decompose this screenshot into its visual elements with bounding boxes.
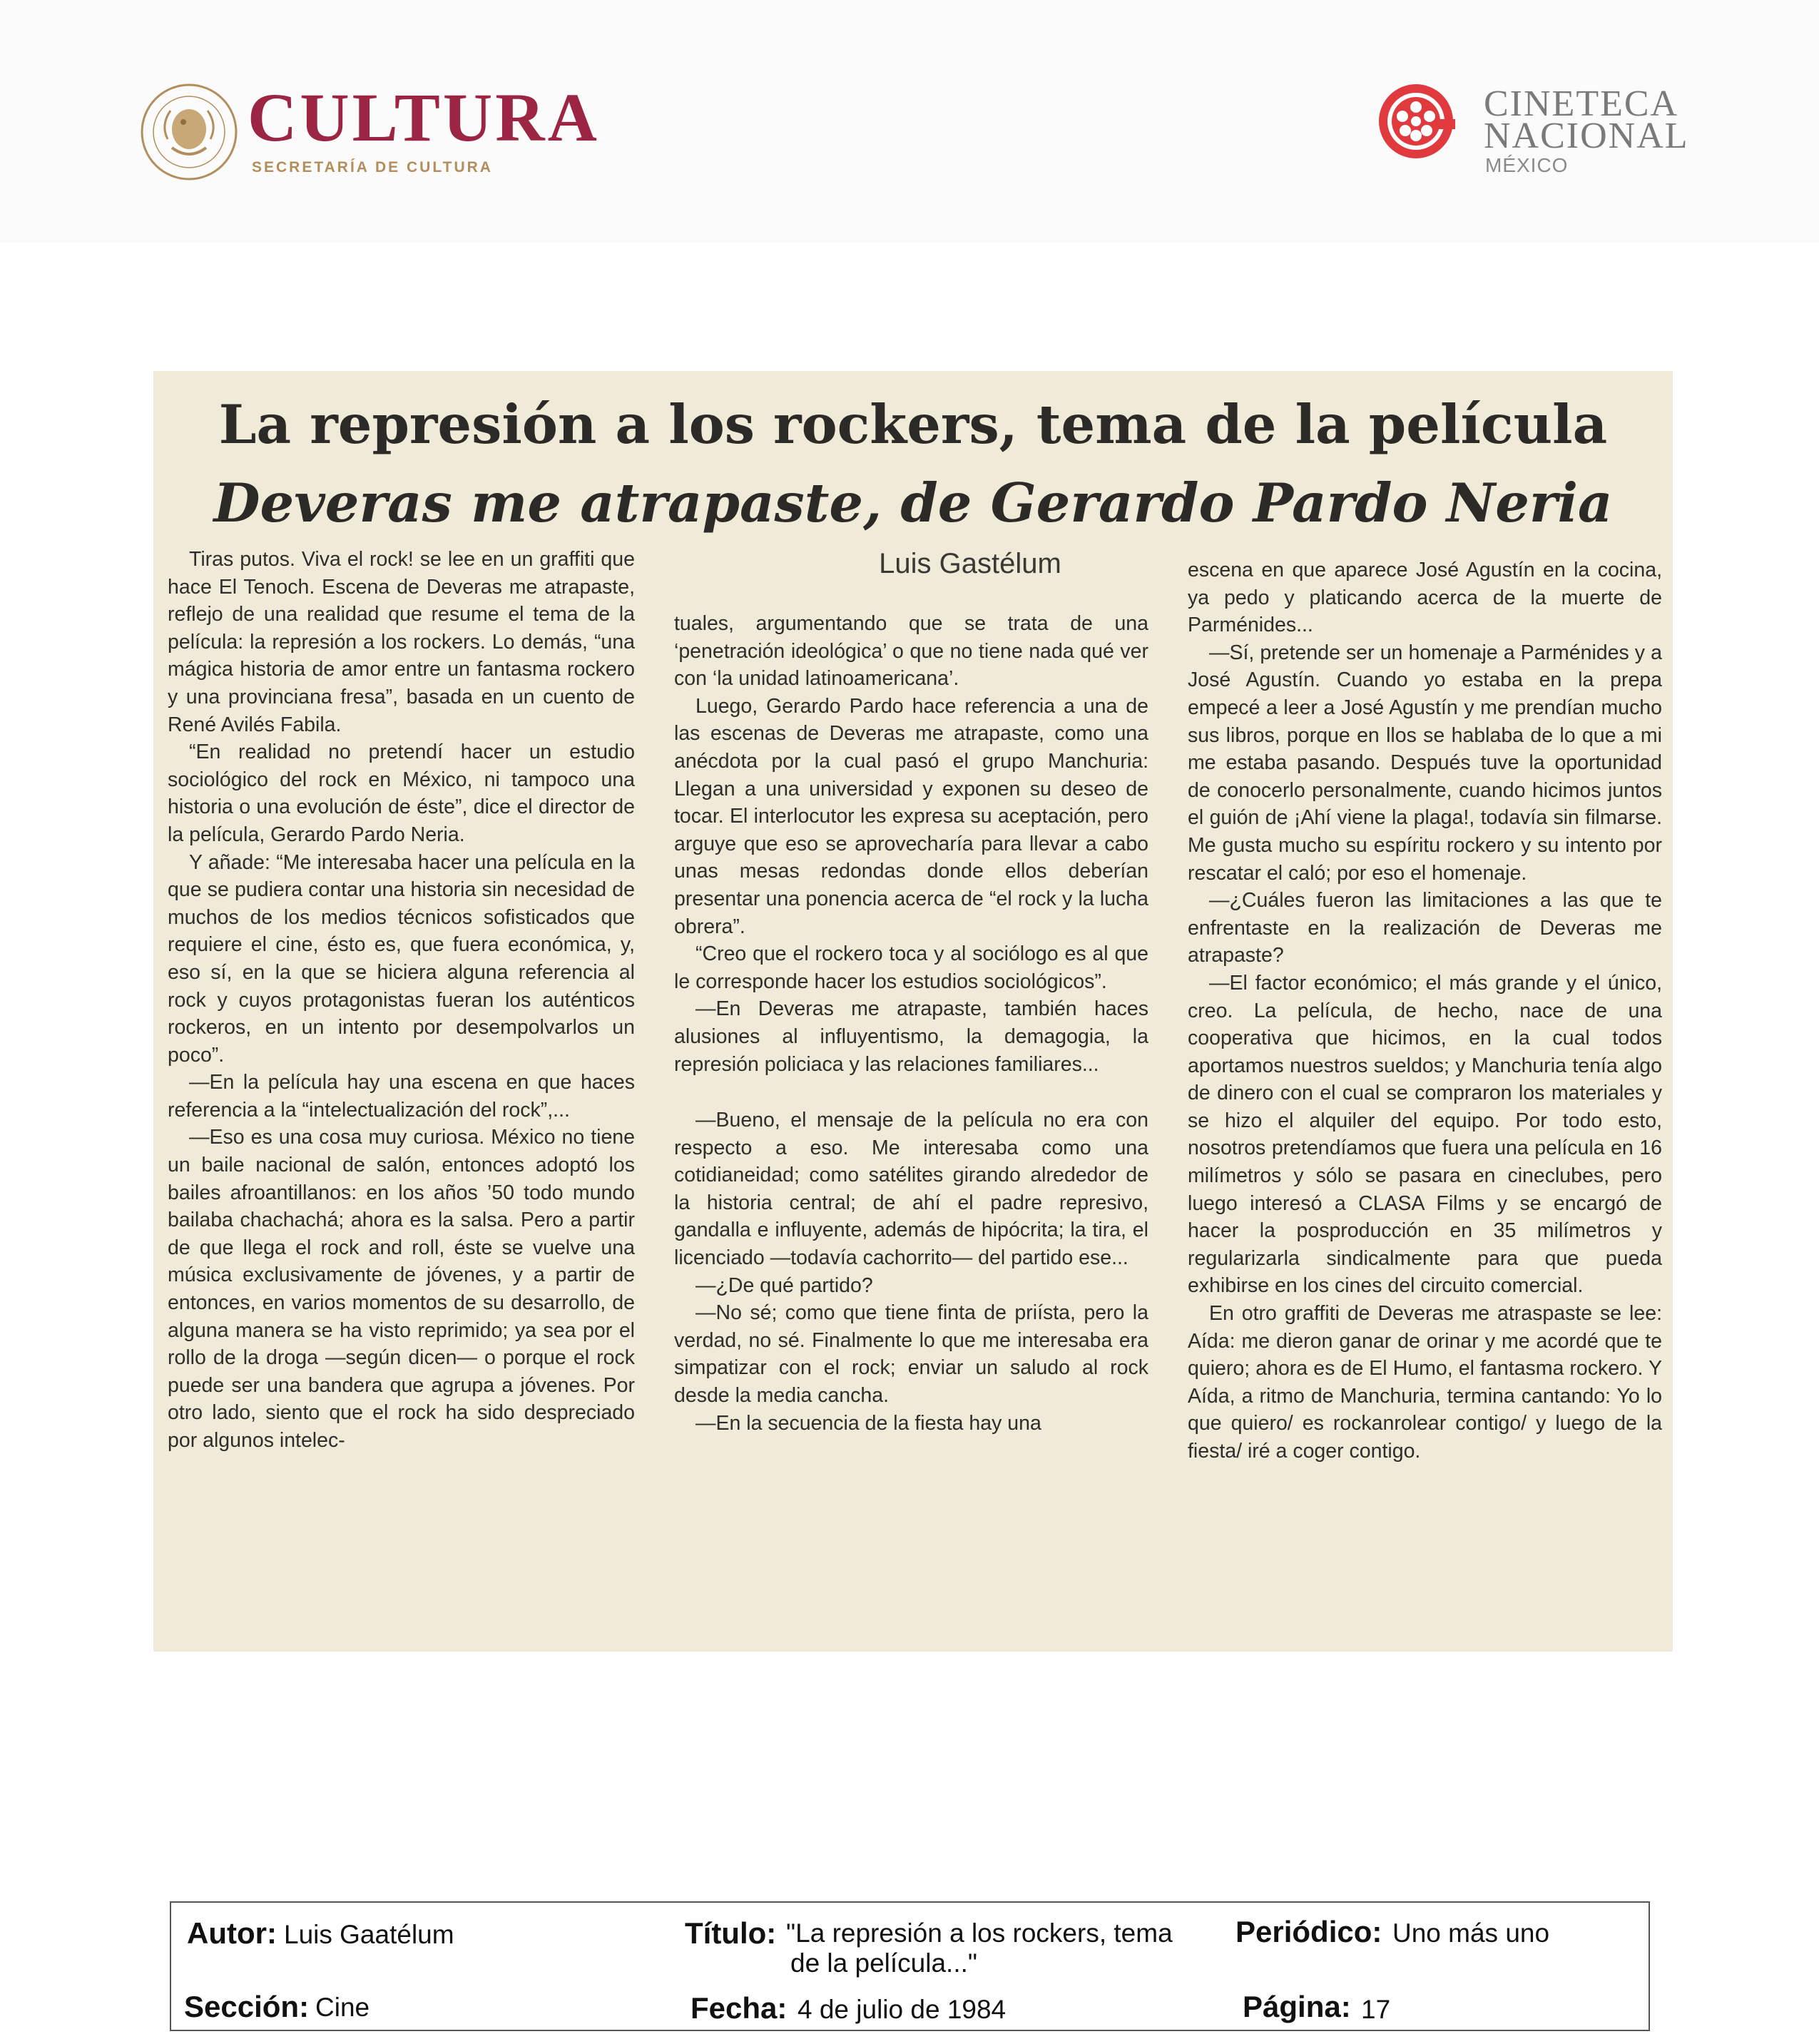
paragraph: —El factor económico; el más grande y el único, creo. La película, de hecho, nace de una cooperativa que hicimos, en la cual todos aportamos nuestros sueldos; y Manchuria tenía algo de dinero con el cual se compraron los materiales y se hizo el alquiler del equipo. Por todo esto, nosotros pretendíamos que fuera una película en 16 milímetros y sólo se pasara en cineclubes, pero luego interesó a CLASA Films y se encargó de hacer la posproducción en 35 milímetros y regularizarla sindicalmente para que pueda exhibirse en los cines del circuito comercial. (1188, 971, 1662, 1298)
article-column-1 (168, 546, 635, 1455)
fecha-label: Fecha: (691, 1991, 788, 2025)
titulo-label: Título: (685, 1916, 777, 1950)
paragraph: Luego, Gerardo Pardo hace referencia a una de las escenas de Deveras me atrapaste, como una anécdota por la cual pasó el grupo Manchuria: Llegan a una universidad y exponen su deseo de tocar. El interlocutor les expresa su aceptación, pero arguye que eso se aprovecharía para llevar a cabo unas mesas redondas donde ellos deberían presentar una ponencia acerca de “el rock y la lucha obrera”. (674, 694, 1148, 938)
paragraph: tuales, argumentando que se trata de una ‘penetración ideológica’ o que no tiene nada qué ver con ‘la unidad latinoamericana’. (674, 612, 1148, 691)
cultura-logo (139, 79, 638, 182)
cineteca-line1: CINETECA (1484, 83, 1679, 124)
periodico-value: Uno más uno (1392, 1918, 1550, 1948)
mexican-seal-icon (139, 82, 239, 182)
article-column-2 (674, 610, 1148, 1437)
paragraph: “Creo que el rockero toca y al sociólogo es al que le corresponde hacer los estudios sociológicos”. (674, 942, 1148, 993)
seccion-label: Sección: (184, 1990, 310, 2023)
paragraph: —No sé; como que tiene finta de priísta, pero la verdad, no sé. Finalmente lo que me interesaba era simpatizar con el rock; enviar un saludo al rock desde la media cancha. (674, 1301, 1148, 1408)
pagina-value: 17 (1361, 1995, 1391, 2024)
cineteca-line2: NACIONAL (1484, 116, 1689, 156)
paragraph: Tiras putos. Viva el rock! se lee en un graffiti que hace El Tenoch. Escena de Deveras me atrapaste, reflejo de una realidad que resume el tema de la película: la represión a los rockers. Lo demás, “una mágica historia de amor entre un fantasma rockero y una provinciana fresa”, basada en un cuento de René Avilés Fabila. (168, 548, 635, 736)
headline-line-1: La represión a los rockers, tema de la película (218, 393, 1608, 456)
paragraph: —Bueno, el mensaje de la película no era con respecto a eso. Me interesaba como una cotidianeidad; como satélites girando alrededor de la historia central; de ahí el padre represivo, gandalla e influyente, además de hipócrita; la tira, el licenciado —todavía cachorrito— del partido ese... (674, 1109, 1148, 1270)
titulo-value-line2: de la película..." (790, 1948, 978, 1978)
paragraph: Y añade: “Me interesaba hacer una película en la que se pudiera contar una historia sin necesidad de muchos de los medios técnicos sofisticados que requiere el cine, ésto es, que fuera económica, y, eso sí, en la que se hiciera alguna referencia al rock y cuyos protagonistas fueran los auténticos rockeros, en un intento por desempolvarlos un poco”. (168, 850, 635, 1067)
article-byline: Luis Gastélum (879, 548, 1061, 579)
article-column-3 (1188, 556, 1662, 1465)
article-headline (160, 385, 1666, 542)
paragraph: —En la secuencia de la fiesta hay una (696, 1411, 1041, 1435)
citation-table (170, 1901, 1650, 2031)
autor-label: Autor: (187, 1916, 277, 1950)
cultura-subtitle: SECRETARÍA DE CULTURA (252, 159, 493, 176)
paragraph: —En Deveras me atrapaste, también haces alusiones al influyentismo, la demagogia, la represión policiaca y las relaciones familiares... (674, 997, 1148, 1076)
paragraph: —¿Cuáles fueron las limitaciones a las que te enfrentaste en la realización de Deveras me atrapaste? (1188, 889, 1662, 967)
cultura-wordmark: CULTURA (248, 79, 600, 156)
newspaper-clipping (153, 371, 1673, 1652)
paragraph: —¿De qué partido? (696, 1273, 873, 1297)
seccion-value: Cine (315, 1993, 370, 2022)
paragraph: escena en que aparece José Agustín en la cocina, ya pedo y platicando acerca de la muerte de Parménides... (1188, 559, 1662, 637)
film-reel-icon (1377, 82, 1455, 161)
paragraph: “En realidad no pretendí hacer un estudio sociológico del rock en México, ni tampoco una historia o una evolución de éste”, dice el director de la película, Gerardo Pardo Neria. (168, 741, 635, 846)
cineteca-line3: MÉXICO (1485, 154, 1569, 176)
titulo-value-line1: "La represión a los rockers, tema (786, 1918, 1173, 1948)
paragraph: —En la película hay una escena en que haces referencia a la “intelectualización del rock”,... (168, 1071, 635, 1122)
cineteca-logo (1377, 82, 1698, 182)
periodico-label: Periódico: (1235, 1915, 1382, 1948)
autor-value: Luis Gaatélum (284, 1920, 454, 1949)
pagina-label: Página: (1243, 1990, 1351, 2023)
fecha-value: 4 de julio de 1984 (798, 1995, 1007, 2024)
paragraph: —Sí, pretende ser un homenaje a Parménides y a José Agustín. Cuando yo estaba en la prepa empecé a leer a José Agustín y me prendían mucho sus libros, porque en llos se hablaba de lo que a mi me estaba pasando. Después tuve la oportunidad de conocerlo personalmente, cuando hicimos juntos el guión de ¡Ahí viene la plaga!, todavía sin filmarse. Me gusta mucho su espíritu rockero y su intento por rescatar el caló; por eso el homenaje. (1188, 641, 1662, 885)
paragraph: —Eso es una cosa muy curiosa. México no tiene un baile nacional de salón, entonces adoptó los bailes afroantillanos: en los años ’50 todo mundo bailaba chachachá; ahora es la salsa. Pero a partir de que llega el rock and roll, éste se vuelve una música exclusivamente de jóvenes, y a partir de entonces, en varios momentos de su desarrollo, de alguna manera se ha visto reprimido; ya sea por el rollo de la droga —según dicen— o porque el rock puede ser una bandera que agrupa a jóvenes. Por otro lado, siento que el rock ha sido despreciado por algunos intelec- (168, 1126, 635, 1452)
paragraph: En otro graffiti de Deveras me atraspaste se lee: Aída: me dieron ganar de orinar y me acordé que te quiero; ahora es de El Humo, el fantasma rockero. Y Aída, a ritmo de Manchuria, termina cantando: Yo lo que quiero/ es rockanrolear contigo/ y luego de la fiesta/ iré a coger contigo. (1188, 1302, 1662, 1463)
headline-line-2: Deveras me atrapaste, de Gerardo Pardo Neria (213, 472, 1613, 534)
